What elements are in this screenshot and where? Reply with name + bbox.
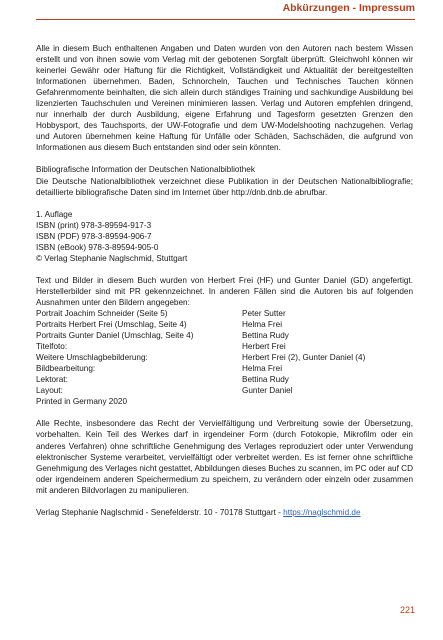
credit-value: Helma Frei: [242, 320, 283, 330]
credit-row: [36, 385, 413, 396]
edition-block: [36, 209, 413, 264]
page-body: [36, 43, 413, 518]
credit-label: Portraits Gunter Daniel (Umschlag, Seite 4): [36, 331, 194, 341]
edition-line: 1. Auflage: [36, 209, 73, 219]
publisher-website-link[interactable]: https://naglschmid.de: [283, 507, 361, 517]
credit-row: [36, 308, 413, 319]
credit-row: [36, 341, 413, 352]
bibliographic-section: [36, 164, 413, 197]
publisher-line: [36, 507, 413, 518]
isbn-print: ISBN (print) 978-3-89594-917-3: [36, 220, 152, 230]
rights-paragraph: Alle Rechte, insbesondere das Recht der Vervielfältigung und Verbreitung sowie der Übersetzung, vorbehalten. Kein Teil des Werkes darf in irgendeiner Form (durch Fotokopie, Mikrofilm oder ein anderes Verfahren) ohne schriftliche Genehmigung des Verlages reproduziert oder unter Verwendung elektronischer Systeme verarbeitet, vervielfältigt oder verbreitet werden. Es ist ferner ohne schriftliche Genehmigung des Verlages nicht gestattet, Abbildungen dieses Buches zu scannen, im PC oder auf CD oder irgendeinem anderen Speichermedium zu speichern, zu verändern oder einzeln oder zusammen mit anderen Bildvorlagen zu manipulieren.: [36, 419, 413, 495]
credits-section: [36, 275, 413, 408]
isbn-ebook: ISBN (eBook) 978-3-89594-905-0: [36, 242, 159, 252]
credit-label: Titelfoto:: [36, 342, 68, 352]
credit-value: Bettina Rudy: [242, 375, 289, 385]
disclaimer-paragraph: Alle in diesem Buch enthaltenen Angaben und Daten wurden von den Autoren nach bestem Wissen erstellt und von ihnen sowie vom Verlag mit der gebotenen Sorgfalt überprüft. Gleichwohl können wir keinerlei Gewähr oder Haftung für die Richtigkeit, Vollständigkeit und Aktualität der bereitgestellten Informationen übernehmen. Baden, Schnorcheln, Tauchen und Technisches Tauchen können Gefahrenmomente beinhalten, die sich allein durch ständiges Training und sachkundige Ausbildung bei lizenzierten Tauchschulen und Vereinen minimieren lassen. Verlag und Autoren empfehlen dringend, nur innerhalb der durch Ausbildung, eigene Erfahrung und Tagesform gesetzten Grenzen den Hobbysport, des Tauchsports, der UW-Fotografie und dem UW-Modelshooting nachzugehen. Verlag und Autoren übernehmen keine Haftung für Unfälle oder Schäden, Sachschäden, die aufgrund von Informationen aus diesem Buch entstanden sind oder sein könnten.: [36, 44, 413, 153]
page-header-title: Abkürzungen - Impressum: [282, 2, 415, 14]
credits-intro: Text und Bilder in diesem Buch wurden von Herbert Frei (HF) und Gunter Daniel (GD) angefertigt. Herstellerbilder sind mit PR gekennzeichnet. In anderen Fällen sind die Autoren bis auf folgenden Ausnahmen unter den Bildern angegeben:: [36, 275, 413, 307]
credit-row: [36, 319, 413, 330]
credit-row: [36, 352, 413, 363]
biblio-heading: Bibliografische Information der Deutschen Nationalbibliothek: [36, 165, 255, 175]
credit-label: Lektorat:: [36, 375, 68, 385]
credit-value: Gunter Daniel: [242, 386, 293, 396]
isbn-pdf: ISBN (PDF) 978-3-89594-906-7: [36, 231, 152, 241]
credit-value: Peter Sutter: [242, 308, 286, 318]
credit-label: Portrait Joachim Schneider (Seite 5): [36, 308, 168, 318]
credit-value: Helma Frei: [242, 364, 283, 374]
credit-label: Portraits Herbert Frei (Umschlag, Seite 4): [36, 320, 187, 330]
publisher-address: Verlag Stephanie Naglschmid - Senefelderstr. 10 - 70178 Stuttgart -: [36, 507, 284, 517]
credit-label: Weitere Umschlagbebilderung:: [36, 353, 148, 363]
credit-label: Layout:: [36, 386, 63, 396]
copyright-line: © Verlag Stephanie Naglschmid, Stuttgart: [36, 253, 188, 263]
credit-row: [36, 374, 413, 385]
page-number: 221: [399, 605, 415, 615]
credit-label: Bildbearbeitung:: [36, 364, 96, 374]
credit-value: Herbert Frei: [242, 342, 286, 352]
header-divider: [36, 19, 415, 20]
credit-value: Bettina Rudy: [242, 331, 289, 341]
credit-value: Herbert Frei (2), Gunter Daniel (4): [242, 353, 366, 363]
credit-row: [36, 363, 413, 374]
credit-row: [36, 330, 413, 341]
biblio-text: Die Deutsche Nationalbibliothek verzeichnet diese Publikation in der Deutschen Nationalbibliografie; detaillierte bibliografische Daten sind im Internet über http://dnb.dnb.de abrufbar.: [36, 176, 413, 197]
printed-in-line: Printed in Germany 2020: [36, 397, 128, 407]
